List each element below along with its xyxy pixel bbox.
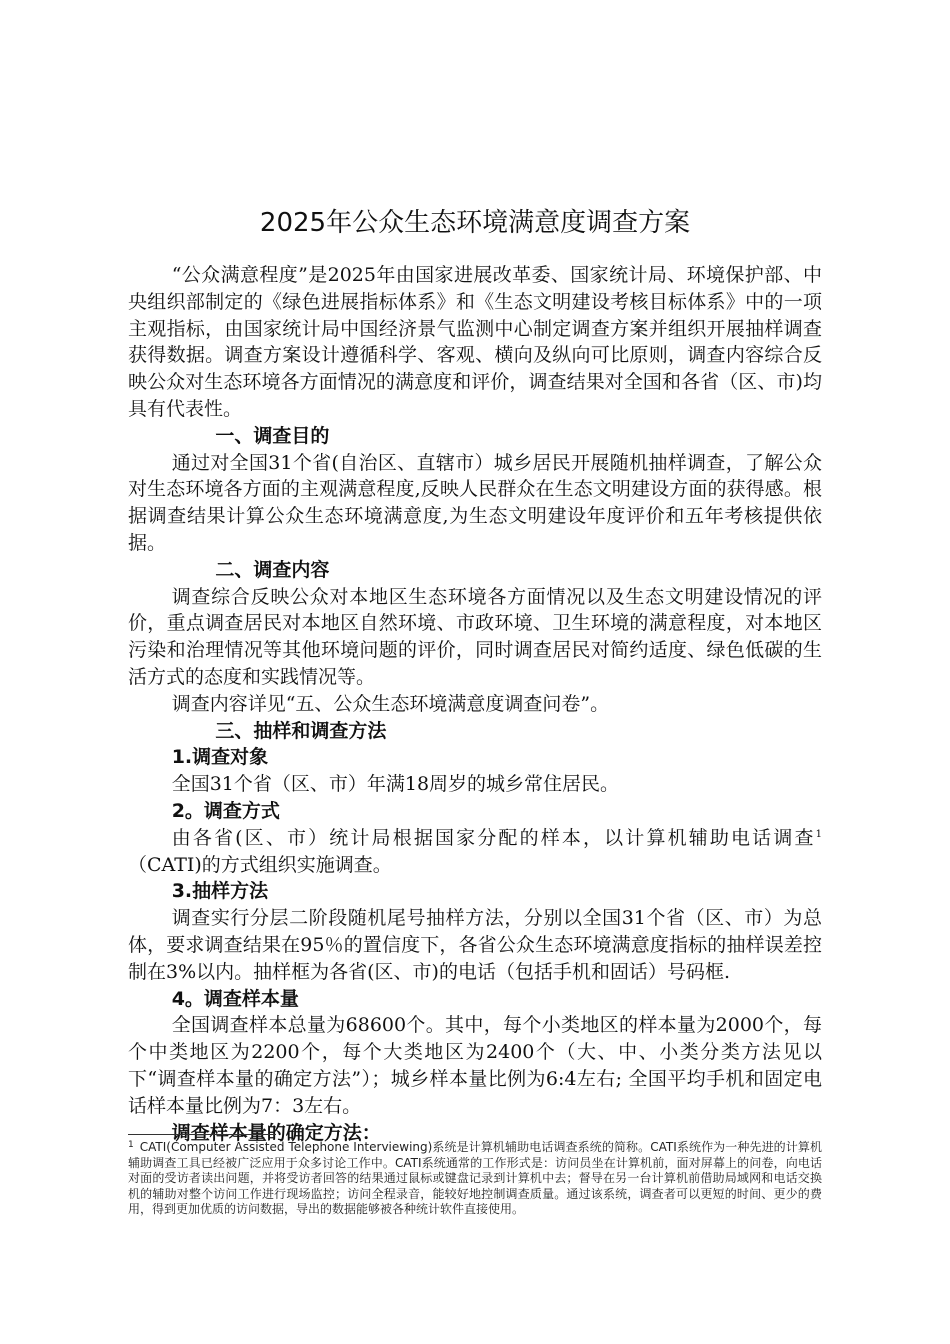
subheading-survey-object: 1.调查对象	[171, 746, 269, 769]
content-paragraph: 调查综合反映公众对本地区生态环境各方面情况以及生态文明建设情况的评价，重点调查居民对本地区自然环境、市政环境、卫生环境的满意程度，对本地区污染和治理情况等其他环境问题的评价，同时调查居民对简约适度、绿色低碳的生活方式的态度和实践情况等。	[128, 585, 822, 688]
section-heading-text: 调查内容	[253, 558, 330, 581]
survey-mode-text-a: 由各省(区、市）统计局根据国家分配的样本，以计算机辅助电话调查	[171, 826, 816, 849]
section-heading-content	[128, 557, 822, 584]
survey-mode-text-b: （CATI)的方式组织实施调查。	[128, 853, 392, 876]
document-title: 2025年公众生态环境满意度调查方案	[259, 208, 691, 238]
footnote-mark: 1	[128, 1140, 134, 1150]
purpose-paragraph: 通过对全国31个省(自治区、直辖市）城乡居民开展随机抽样调查，了解公众对生态环境各方面的主观满意程度,反映人民群众在生态文明建设方面的获得感。根据调查结果计算公众生态环境满意度,为生态文明建设年度评价和五年考核提供依据。	[128, 451, 822, 554]
survey-object-paragraph: 全国31个省（区、市）年满18周岁的城乡常住居民。	[171, 773, 620, 796]
section-heading-text: 调查目的	[253, 424, 330, 447]
section-heading-method	[128, 718, 822, 745]
sampling-method-paragraph: 调查实行分层二阶段随机尾号抽样方法，分别以全国31个省（区、市）为总体，要求调查结果在95％的置信度下，各省公众生态环境满意度指标的抽样误差控制在3%以内。抽样框为各省(区、市)的电话（包括手机和固话）号码框.	[128, 907, 822, 983]
subheading-sample-size-method: 调查样本量的确定方法：	[171, 1121, 381, 1144]
intro-paragraph: “公众满意程度”是2025年由国家进展改革委、国家统计局、环境保护部、中央组织部制定的《绿色进展指标体系》和《生态文明建设考核目标体系》中的一项主观指标，由国家统计局中国经济景气监测中心制定调查方案并组织开展抽样调查获得数据。调查方案设计遵循科学、客观、横向及纵向可比原则，调查内容综合反映公众对生态环境各方面情况的满意度和评价，调查结果对全国和各省（区、市)均具有代表性。	[128, 264, 822, 420]
footnote-separator	[128, 1134, 276, 1135]
footnote-text: CATI(Computer Assisted Telephone Interviewing)系统是计算机辅助电话调查系统的简称。CATI系统作为一种先进的计算机辅助调查工具已经被广泛应用于众多讨论工作中。CATI系统通常的工作形式是：访问员坐在计算机前，面对屏幕上的问卷，向电话对面的受访者读出问题，并将受访者回答的结果通过鼠标或键盘记录到计算机中去；督导在另一台计算机前借助局域网和电话交换机的辅助对整个访问工作进行现场监控；访问全程录音，能较好地控制调查质量。通过该系统，调查者可以更短的时间、更少的费用，得到更加优质的访问数据，导出的数据能够被各种统计软件直接使用。	[128, 1140, 822, 1217]
subheading-sampling-method: 3.抽样方法	[171, 880, 269, 903]
section-number: 一、	[215, 424, 254, 447]
survey-mode-paragraph	[128, 825, 822, 879]
section-number: 三、	[215, 719, 254, 742]
sample-size-paragraph: 全国调查样本总量为68600个。其中，每个小类地区的样本量为2000个，每个中类地区为2200个，每个大类地区为2400个（大、中、小类分类方法见以下“调查样本量的确定方法”）；城乡样本量比例为6:4左右; 全国平均手机和固定电话样本量比例为7：3左右。	[128, 1014, 822, 1117]
document-body	[128, 262, 822, 1146]
section-heading-text: 抽样和调查方法	[253, 719, 387, 742]
section-heading-purpose	[128, 423, 822, 450]
content-reference-paragraph: 调查内容详见“五、公众生态环境满意度调查问卷”。	[171, 692, 610, 715]
subheading-sample-size: 4。调查样本量	[171, 987, 299, 1010]
section-number: 二、	[215, 558, 254, 581]
subheading-survey-mode: 2。调查方式	[171, 799, 280, 822]
footnote-reference[interactable]: 1	[815, 828, 822, 840]
footnote	[128, 1140, 822, 1218]
